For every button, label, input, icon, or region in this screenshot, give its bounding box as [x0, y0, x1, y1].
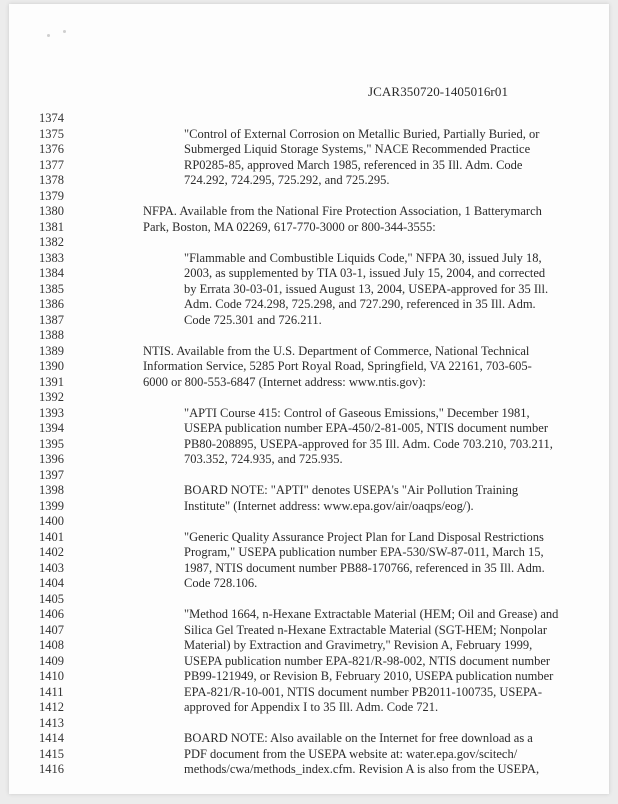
numbered-line [9, 282, 609, 298]
numbered-line [9, 592, 609, 608]
line-text: USEPA publication number EPA-821/R-98-002, NTIS document number [184, 653, 551, 668]
line-number: 1396 [39, 452, 64, 466]
line-number: 1376 [39, 142, 64, 156]
line-text: EPA-821/R-10-001, NTIS document number PB2011-100735, USEPA- [184, 684, 542, 699]
line-number: 1414 [39, 731, 64, 745]
line-number: 1392 [39, 390, 64, 404]
line-number: 1407 [39, 622, 64, 637]
line-text: 1987, NTIS document number PB88-170766, referenced in 35 Ill. Adm. [184, 560, 545, 575]
line-number: 1388 [39, 328, 64, 342]
numbered-line [9, 576, 609, 592]
numbered-line [9, 747, 609, 763]
numbered-line [9, 468, 609, 484]
numbered-line [9, 204, 609, 220]
line-text: PB80-208895, USEPA-approved for 35 Ill. Adm. Code 703.210, 703.211, [184, 436, 553, 451]
numbered-line [9, 220, 609, 236]
line-text: Park, Boston, MA 02269, 617-770-3000 or 800-344-3555: [143, 219, 436, 234]
numbered-line [9, 189, 609, 205]
line-text: NTIS. Available from the U.S. Department of Commerce, National Technical [143, 343, 530, 358]
numbered-line [9, 328, 609, 344]
numbered-line [9, 452, 609, 468]
line-number: 1409 [39, 653, 64, 668]
line-text: Information Service, 5285 Port Royal Road, Springfield, VA 22161, 703-605- [143, 359, 532, 373]
line-text: "Control of External Corrosion on Metallic Buried, Partially Buried, or [184, 126, 540, 141]
numbered-line [9, 390, 609, 406]
line-number: 1408 [39, 638, 64, 652]
line-number: 1403 [39, 560, 64, 575]
numbered-line [9, 297, 609, 313]
numbered-line [9, 359, 609, 375]
line-number: 1393 [39, 405, 64, 420]
numbered-line [9, 437, 609, 453]
line-text: Code 728.106. [184, 576, 258, 590]
line-number: 1374 [39, 111, 64, 125]
line-text: 6000 or 800-553-6847 (Internet address: www.ntis.gov): [143, 374, 426, 389]
numbered-line [9, 762, 609, 778]
numbered-line [9, 406, 609, 422]
line-text: Institute" (Internet address: www.epa.gov/air/oaqps/eog/). [184, 498, 474, 513]
numbered-line [9, 313, 609, 329]
line-number: 1416 [39, 762, 64, 776]
line-number: 1383 [39, 250, 64, 265]
numbered-line [9, 499, 609, 515]
line-text: BOARD NOTE: Also available on the Internet for free download as a [184, 731, 533, 745]
line-text: USEPA publication number EPA-450/2-81-005, NTIS document number [184, 421, 548, 435]
line-text: Material) by Extraction and Gravimetry," Revision A, February 1999, [184, 638, 533, 652]
line-number: 1401 [39, 529, 64, 544]
numbered-line [9, 483, 609, 499]
line-text: methods/cwa/methods_index.cfm. Revision A is also from the USEPA, [184, 762, 540, 776]
numbered-line [9, 731, 609, 747]
scan-speck [63, 30, 66, 33]
line-text: Program," USEPA publication number EPA-530/SW-87-011, March 15, [184, 545, 544, 559]
line-text: 2003, as supplemented by TIA 03-1, issued July 15, 2004, and corrected [184, 266, 546, 280]
line-number: 1412 [39, 700, 64, 714]
line-text: Silica Gel Treated n-Hexane Extractable Material (SGT-HEM; Nonpolar [184, 622, 547, 637]
line-text: PDF document from the USEPA website at: water.epa.gov/scitech/ [184, 746, 518, 761]
line-number: 1389 [39, 343, 64, 358]
line-number: 1379 [39, 188, 64, 203]
numbered-line [9, 266, 609, 282]
numbered-line [9, 685, 609, 701]
numbered-line [9, 142, 609, 158]
line-text: "Flammable and Combustible Liquids Code," NFPA 30, issued July 18, [184, 250, 542, 265]
line-number: 1398 [39, 483, 64, 497]
line-number: 1384 [39, 266, 64, 280]
numbered-line [9, 530, 609, 546]
numbered-line [9, 514, 609, 530]
numbered-line [9, 158, 609, 174]
line-number: 1395 [39, 436, 64, 451]
line-number: 1397 [39, 467, 64, 482]
line-number: 1378 [39, 173, 64, 187]
line-number: 1377 [39, 157, 64, 172]
line-number: 1400 [39, 514, 64, 528]
line-text: approved for Appendix I to 35 Ill. Adm. Code 721. [184, 700, 439, 714]
line-text: 703.352, 724.935, and 725.935. [184, 452, 343, 466]
numbered-line [9, 251, 609, 267]
line-text: NFPA. Available from the National Fire Protection Association, 1 Batterymarch [143, 204, 542, 218]
line-number: 1402 [39, 545, 64, 559]
numbered-line [9, 344, 609, 360]
numbered-line [9, 421, 609, 437]
line-number: 1410 [39, 669, 64, 683]
line-text: 724.292, 724.295, 725.292, and 725.295. [184, 173, 390, 187]
line-text: Adm. Code 724.298, 725.298, and 727.290, referenced in 35 Ill. Adm. [184, 297, 536, 311]
numbered-line [9, 173, 609, 189]
numbered-line [9, 623, 609, 639]
numbered-line [9, 607, 609, 623]
line-text: "Generic Quality Assurance Project Plan for Land Disposal Restrictions [184, 529, 544, 544]
numbered-line [9, 111, 609, 127]
line-text: RP0285-85, approved March 1985, referenced in 35 Ill. Adm. Code [184, 157, 523, 172]
line-number: 1380 [39, 204, 64, 218]
numbered-line [9, 375, 609, 391]
line-text: "APTI Course 415: Control of Gaseous Emissions," December 1981, [184, 405, 530, 420]
document-id: JCAR350720-1405016r01 [368, 84, 509, 99]
numbered-line [9, 545, 609, 561]
line-number: 1391 [39, 374, 64, 389]
line-number: 1399 [39, 498, 64, 513]
line-text: "Method 1664, n-Hexane Extractable Material (HEM; Oil and Grease) and [184, 607, 559, 621]
line-text: PB99-121949, or Revision B, February 2010, USEPA publication number [184, 669, 554, 683]
line-number: 1411 [39, 684, 64, 699]
line-number: 1382 [39, 235, 64, 249]
numbered-line [9, 700, 609, 716]
line-text: Code 725.301 and 726.211. [184, 312, 322, 327]
numbered-line [9, 235, 609, 251]
numbered-line [9, 127, 609, 143]
line-number: 1381 [39, 219, 64, 234]
line-number: 1375 [39, 126, 64, 141]
line-text: Submerged Liquid Storage Systems," NACE Recommended Practice [184, 142, 531, 156]
line-number: 1385 [39, 281, 64, 296]
line-number: 1390 [39, 359, 64, 373]
numbered-line [9, 716, 609, 732]
line-number: 1394 [39, 421, 64, 435]
line-number: 1413 [39, 715, 64, 730]
line-number: 1387 [39, 312, 64, 327]
numbered-line [9, 654, 609, 670]
line-number: 1404 [39, 576, 64, 590]
line-number: 1406 [39, 607, 64, 621]
document-body [9, 111, 609, 778]
line-number: 1386 [39, 297, 64, 311]
numbered-line [9, 561, 609, 577]
line-number: 1415 [39, 746, 64, 761]
numbered-line [9, 638, 609, 654]
line-number: 1405 [39, 591, 64, 606]
line-text: by Errata 30-03-01, issued August 13, 2004, USEPA-approved for 35 Ill. [184, 281, 549, 296]
scan-speck [47, 34, 50, 37]
document-page [9, 4, 609, 794]
numbered-line [9, 669, 609, 685]
line-text: BOARD NOTE: "APTI" denotes USEPA's "Air Pollution Training [184, 483, 519, 497]
